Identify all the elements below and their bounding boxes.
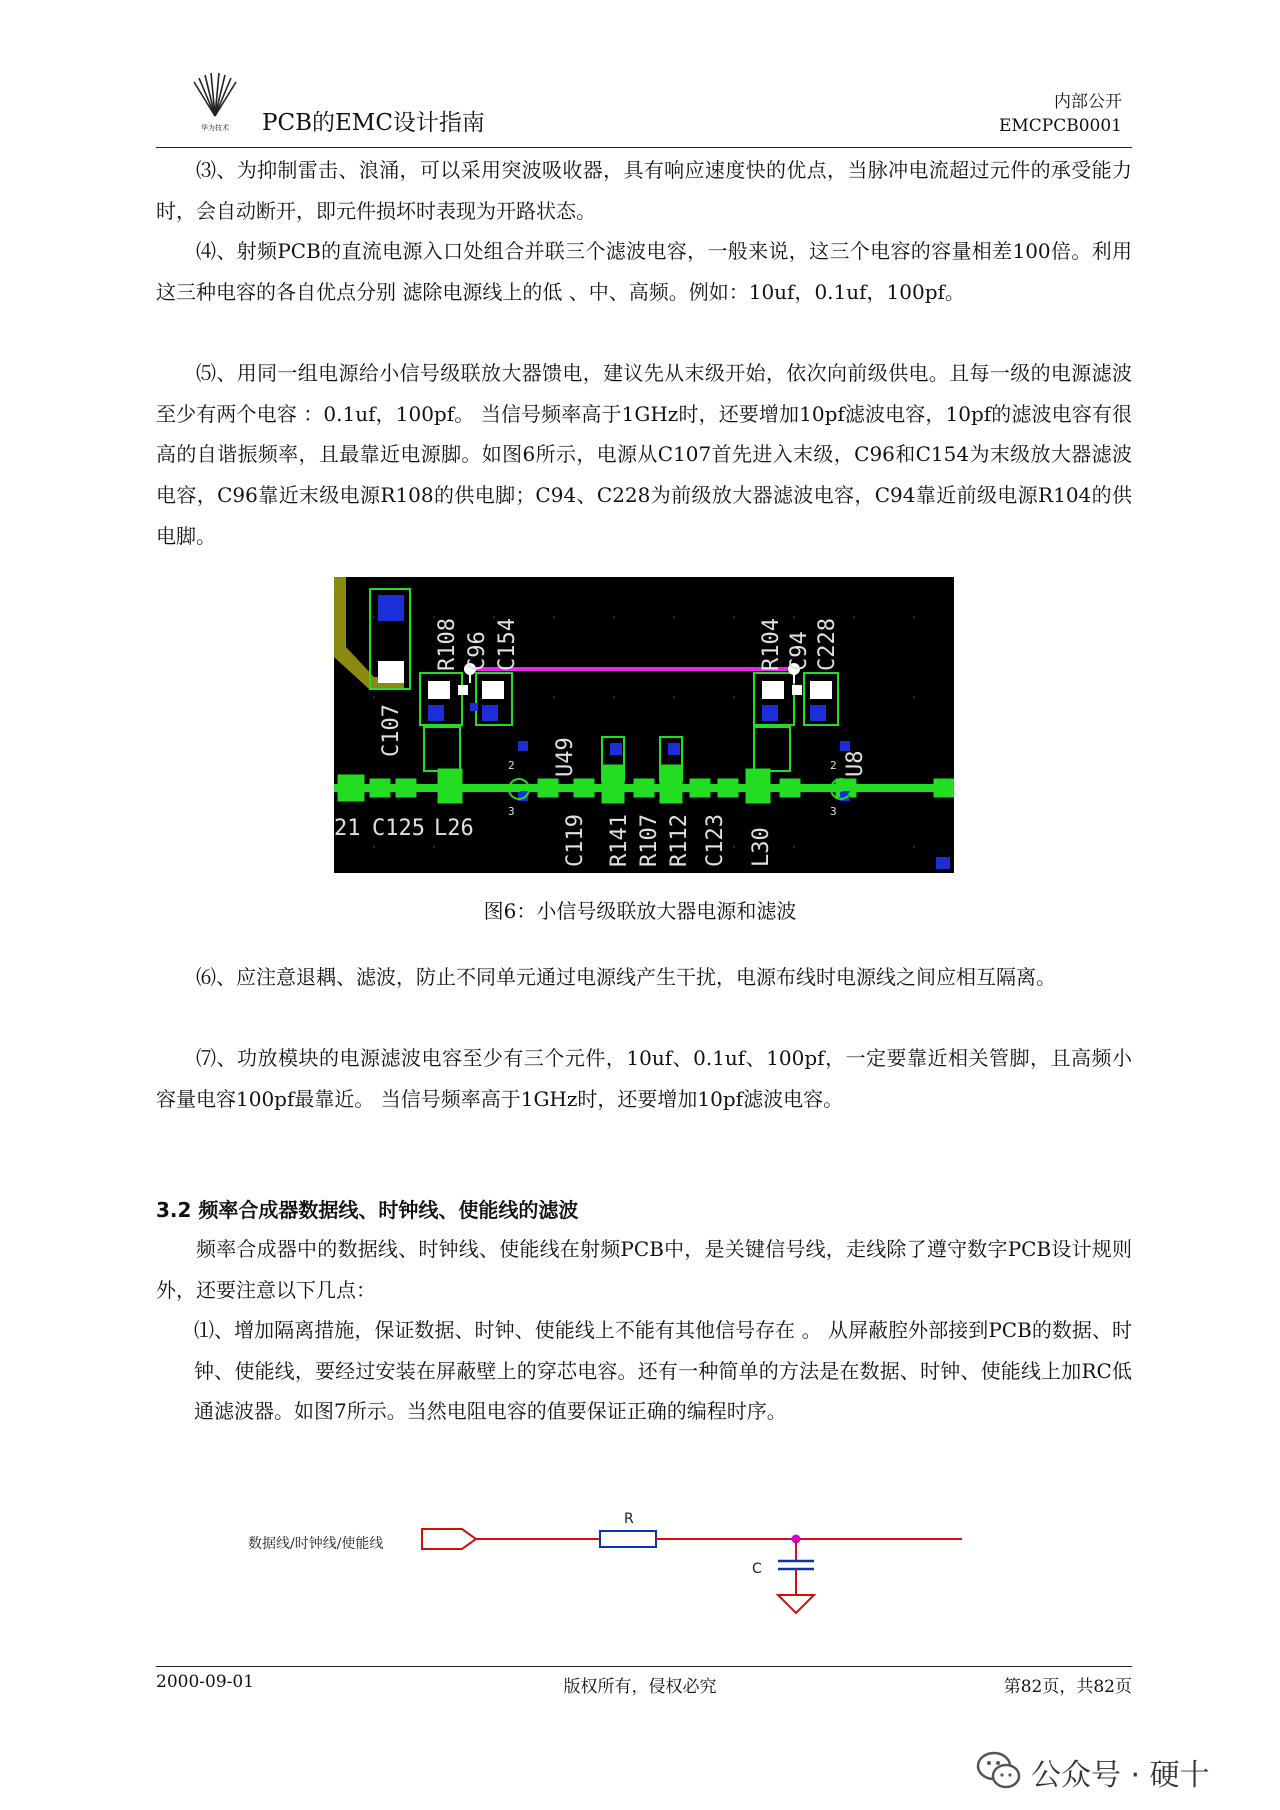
svg-text:R107: R107 bbox=[637, 814, 662, 867]
section-intro: 频率合成器中的数据线、时钟线、使能线在射频PCB中，是关键信号线，走线除了遵守数字PCB设计规则外，还要注意以下几点： bbox=[156, 1237, 1132, 1302]
svg-text:C94: C94 bbox=[787, 631, 812, 671]
paragraph-4: ⑷、射频PCB的直流电源入口处组合并联三个滤波电容，一般来说，这三个电容的容量相差100倍。利用这三种电容的各自优点分别 滤除电源线上的低 、中、高频。例如：10uf，0.1uf，100pf。 bbox=[156, 239, 1132, 304]
footer-copyright: 版权所有，侵权必究 bbox=[563, 1677, 717, 1697]
svg-text:R108: R108 bbox=[435, 618, 460, 671]
svg-text:R112: R112 bbox=[667, 814, 692, 867]
footer-rule bbox=[156, 1666, 1132, 1667]
figure6-caption: 图6：小信号级联放大器电源和滤波 bbox=[483, 899, 797, 923]
wechat-icon bbox=[975, 1748, 1023, 1792]
svg-text:U8: U8 bbox=[843, 750, 868, 777]
svg-text:2: 2 bbox=[508, 759, 515, 772]
classification: 内部公开 bbox=[1054, 92, 1122, 112]
svg-text:R141: R141 bbox=[607, 814, 632, 867]
svg-text:L30: L30 bbox=[749, 827, 774, 867]
input-port bbox=[422, 1529, 476, 1549]
svg-text:L26: L26 bbox=[434, 816, 474, 841]
svg-text:U49: U49 bbox=[553, 737, 578, 777]
svg-text:3: 3 bbox=[830, 805, 837, 818]
svg-text:C125: C125 bbox=[372, 816, 425, 841]
pcb-layout-figure bbox=[334, 577, 954, 873]
svg-text:C123: C123 bbox=[703, 814, 728, 867]
svg-text:C: C bbox=[752, 1561, 762, 1577]
watermark bbox=[975, 1748, 1255, 1792]
paragraph-6: ⑹、应注意退耦、滤波，防止不同单元通过电源线产生干扰，电源布线时电源线之间应相互隔离。 bbox=[196, 965, 1056, 989]
header-title: PCB的EMC设计指南 bbox=[262, 110, 485, 136]
resistor bbox=[600, 1531, 656, 1547]
svg-text:C107: C107 bbox=[379, 704, 404, 757]
section-heading: 3.2 频率合成器数据线、时钟线、使能线的滤波 bbox=[156, 1198, 579, 1222]
paragraph-7: ⑺、功放模块的电源滤波电容至少有三个元件，10uf、0.1uf、100pf，一定要靠近相关管脚，且高频小容量电容100pf最靠近。 当信号频率高于1GHz时，还要增加10pf滤波电容。 bbox=[156, 1046, 1132, 1111]
paragraph-5: ⑸、用同一组电源给小信号级联放大器馈电，建议先从末级开始，依次向前级供电。且每一级的电源滤波至少有两个电容 ：0.1uf，100pf。 当信号频率高于1GHz时，还要增加10pf滤波电容，10pf的滤波电容有很高的自谐振频率，且最靠近电源脚。如图6所示，电源从C107首先进入末级，C96和C154为末级放大器滤波电容，C96靠近末级电源R108的供电脚；C94、C228为前级放大器滤波电容，C94靠近前级电源R104的供电脚。 bbox=[156, 361, 1132, 548]
paragraph-3: ⑶、为抑制雷击、浪涌，可以采用突波吸收器，具有响应速度快的优点，当脉冲电流超过元件的承受能力时，会自动断开，即元件损坏时表现为开路状态。 bbox=[156, 158, 1132, 223]
svg-text:R104: R104 bbox=[759, 618, 784, 671]
svg-text:C228: C228 bbox=[815, 618, 840, 671]
rc-input-label: 数据线/时钟线/使能线 bbox=[248, 1536, 384, 1552]
watermark-text: 公众号 · 硬十 bbox=[1031, 1758, 1210, 1793]
footer-page-number: 第82页，共82页 bbox=[1003, 1677, 1132, 1697]
footer-date: 2000-09-01 bbox=[156, 1672, 255, 1692]
doc-id: EMCPCB0001 bbox=[998, 116, 1122, 136]
svg-text:华为技术: 华为技术 bbox=[201, 124, 229, 132]
svg-text:C154: C154 bbox=[495, 618, 520, 671]
header-meta bbox=[999, 90, 1122, 138]
svg-text:3: 3 bbox=[508, 805, 515, 818]
svg-text:R: R bbox=[624, 1511, 634, 1527]
svg-text:21: 21 bbox=[334, 816, 361, 841]
huawei-logo bbox=[188, 72, 242, 134]
list-item-1: ⑴、增加隔离措施，保证数据、时钟、使能线上不能有其他信号存在 。 从屏蔽腔外部接到PCB的数据、时钟、使能线，要经过安装在屏蔽壁上的穿芯电容。还有一种简单的方法是在数据、时钟、使能线上加RC低通滤波器。如图7所示。当然电阻电容的值要保证正确的编程时序。 bbox=[194, 1318, 1132, 1424]
svg-text:C96: C96 bbox=[465, 631, 490, 671]
svg-text:C119: C119 bbox=[563, 814, 588, 867]
rc-filter-diagram bbox=[240, 1505, 980, 1635]
header-rule bbox=[156, 147, 1132, 148]
svg-text:2: 2 bbox=[830, 759, 837, 772]
ground-symbol bbox=[778, 1595, 814, 1613]
